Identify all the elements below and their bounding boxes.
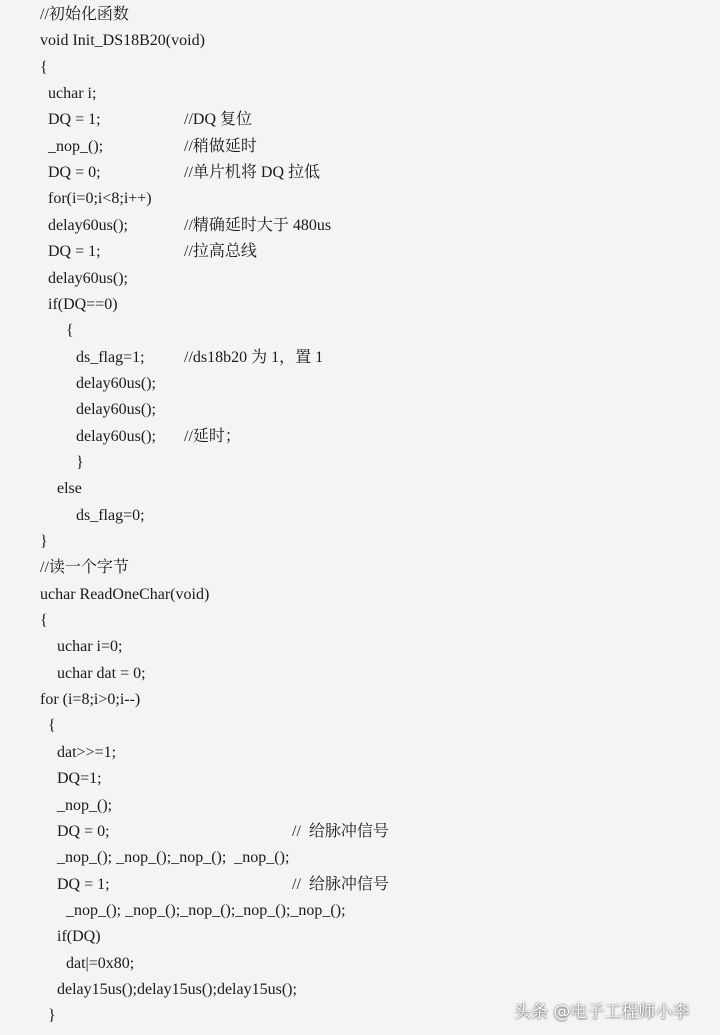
code-line [0,555,720,581]
code-text: DQ = 0; [57,822,110,840]
code-comment: // 给脉冲信号 [292,822,389,840]
code-text: uchar i; [48,85,97,103]
code-comment: //稍做延时 [184,137,257,155]
code-line [0,371,720,397]
code-line [0,582,720,608]
code-text: //初始化函数 [40,6,129,23]
code-line [0,2,720,28]
code-line [0,213,720,239]
code-line [0,345,720,371]
code-text: void Init_DS18B20(void) [40,32,205,50]
code-text: ds_flag=0; [76,506,145,524]
code-text: if(DQ==0) [48,295,118,313]
code-text: delay60us(); [76,427,156,445]
code-text: } [40,533,48,550]
watermark: 头条 @电子工程师小李 [514,1002,690,1022]
code-text: uchar ReadOneChar(void) [40,585,210,603]
code-text: else [57,480,82,498]
code-text: DQ = 1; [48,111,101,129]
code-text: _nop_(); _nop_();_nop_();_nop_();_nop_(); [66,901,346,919]
code-line [0,55,720,81]
code-line [0,845,720,871]
code-comment: //ds18b20 为 1，置 1 [184,348,324,366]
code-line [0,924,720,950]
code-line [0,529,720,555]
code-line [0,318,720,344]
code-line [0,424,720,450]
code-line [0,160,720,186]
code-text: delay60us(); [48,269,128,287]
code-line [0,713,720,739]
code-text: delay60us(); [48,216,128,234]
code-line [0,450,720,476]
code-line [0,819,720,845]
code-line [0,28,720,54]
code-text: _nop_(); _nop_();_nop_(); _nop_(); [57,849,290,867]
code-line [0,898,720,924]
code-comment: //精确延时大于 480us [184,216,332,234]
code-line [0,81,720,107]
code-text: DQ = 0; [48,164,101,182]
code-line [0,107,720,133]
code-line [0,476,720,502]
code-text: _nop_(); [48,137,104,155]
code-text: uchar dat = 0; [57,664,146,682]
code-text: DQ = 1; [57,875,110,893]
code-comment: //延时； [184,427,241,445]
code-text: ds_flag=1; [76,348,145,366]
code-line [0,793,720,819]
code-text: { [40,58,48,76]
code-line [0,186,720,212]
code-line [0,661,720,687]
code-line [0,634,720,660]
code-line [0,766,720,792]
code-line [0,397,720,423]
code-text: } [48,1007,56,1025]
code-line [0,503,720,529]
code-text: delay15us();delay15us();delay15us(); [57,980,297,998]
code-text: _nop_(); [57,796,113,814]
code-line [0,134,720,160]
code-text: DQ=1; [57,770,102,788]
code-line [0,687,720,713]
code-text: //读一个字节 [40,559,129,577]
code-comment: // 给脉冲信号 [292,875,389,893]
code-text: DQ = 1; [48,243,101,261]
code-line [0,951,720,977]
code-text: dat|=0x80; [66,954,135,972]
code-text: } [76,453,84,471]
code-text: uchar i=0; [57,638,123,656]
code-line [0,292,720,318]
code-comment: //单片机将 DQ 拉低 [184,164,321,182]
code-text: { [48,717,56,735]
code-text: delay60us(); [76,401,156,419]
code-text: for (i=8;i>0;i--) [40,691,141,709]
code-text: { [40,612,48,630]
code-comment: //拉高总线 [184,243,257,261]
code-text: { [66,322,74,340]
code-comment: //DQ 复位 [184,111,253,129]
code-text: dat>>=1; [57,743,117,761]
code-line [0,740,720,766]
code-line [0,266,720,292]
code-line [0,239,720,265]
code-text: for(i=0;i<8;i++) [48,190,152,208]
code-text: delay60us(); [76,374,156,392]
code-line [0,872,720,898]
code-line [0,608,720,634]
code-text: if(DQ) [57,928,101,946]
